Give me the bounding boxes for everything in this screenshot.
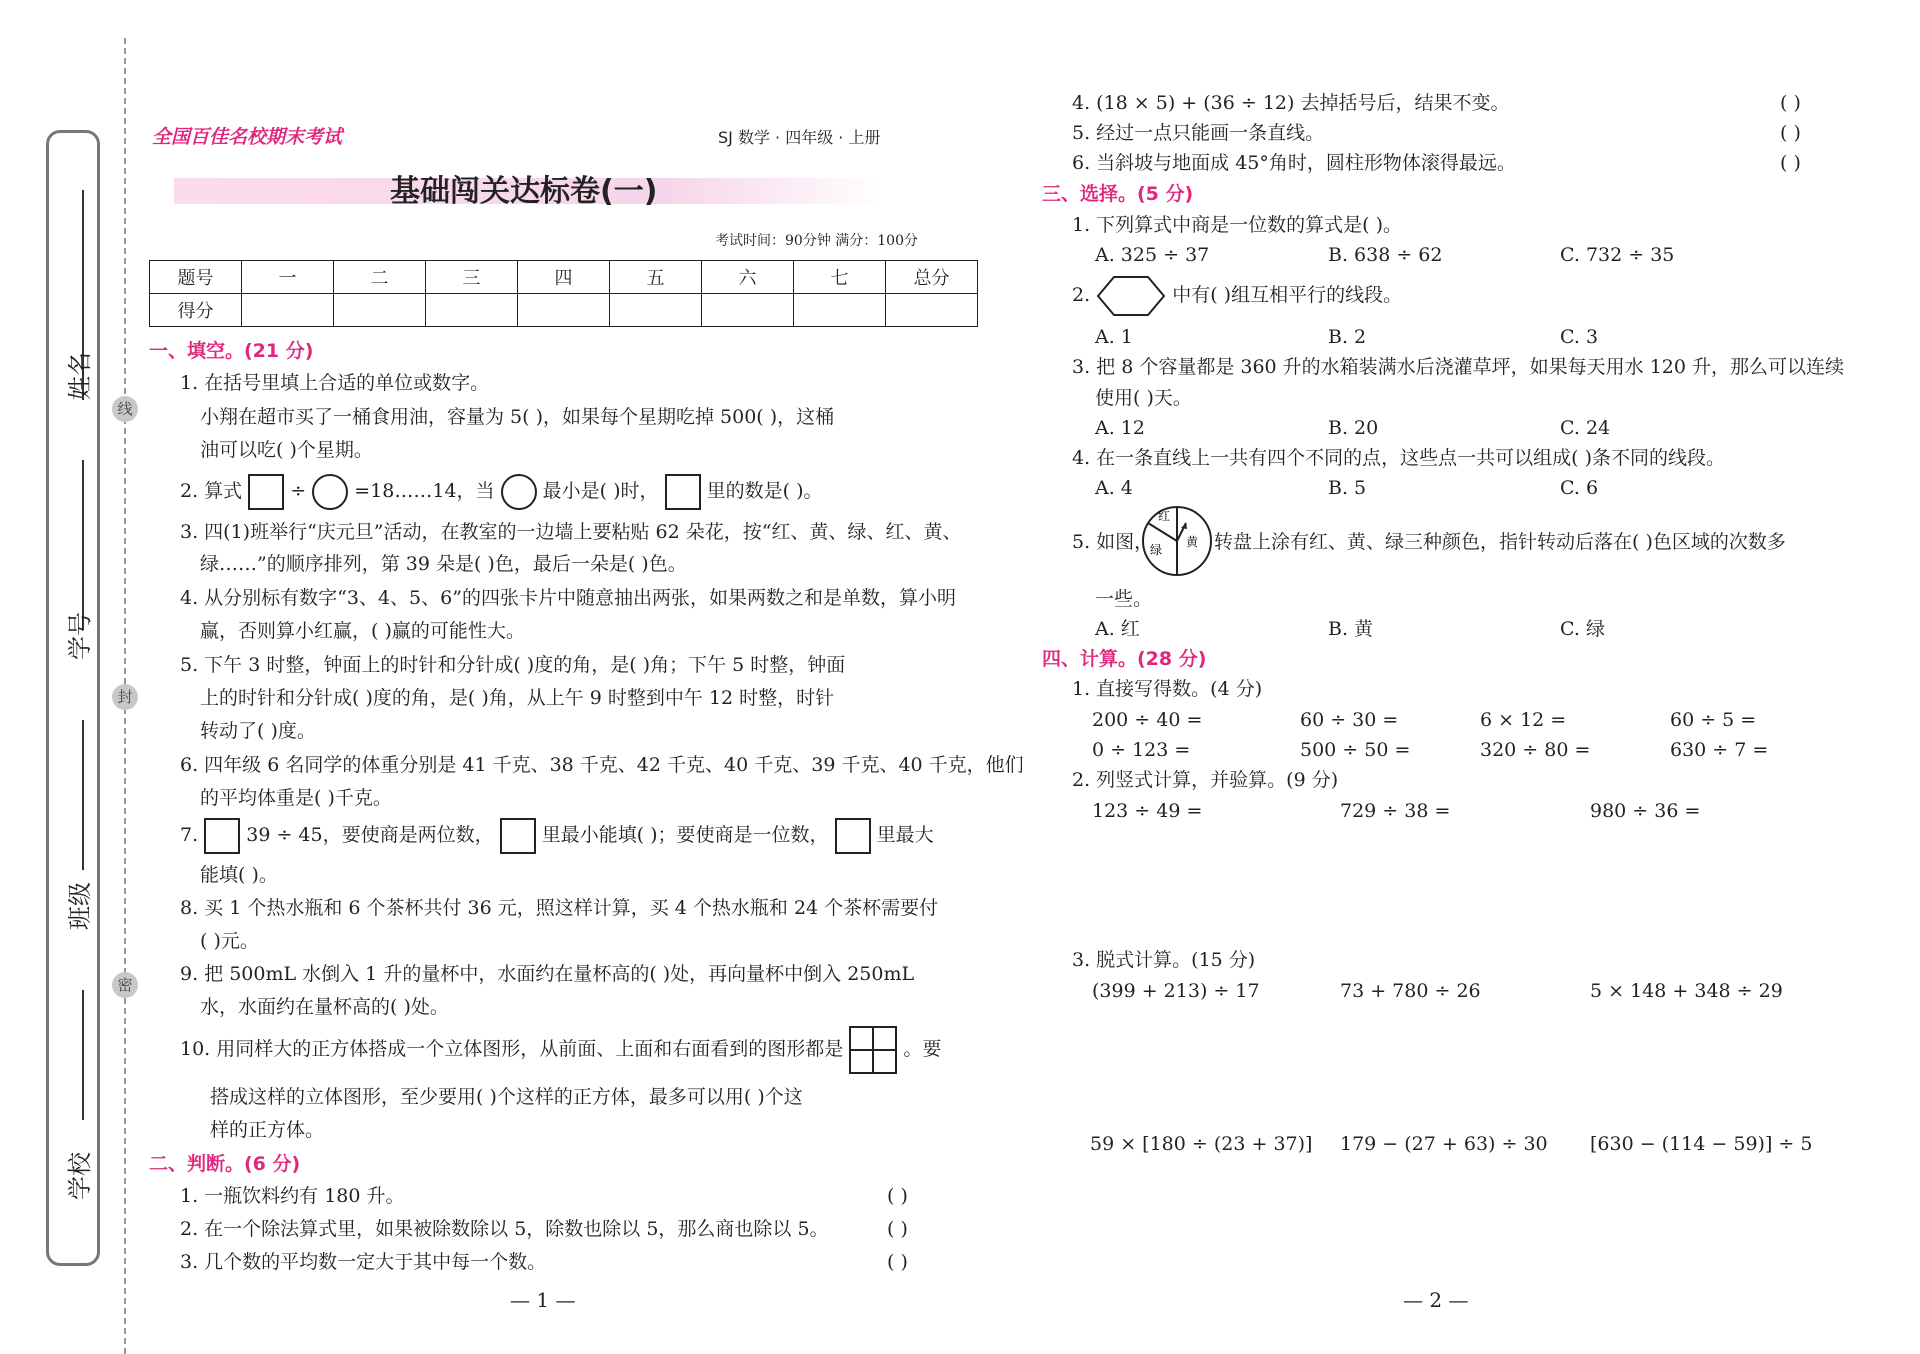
q2-line bbox=[180, 474, 823, 510]
section1-heading: 一、填空。(21 分) bbox=[149, 340, 314, 362]
q10-line1 bbox=[180, 1026, 941, 1074]
choice-option[interactable]: B. 2 bbox=[1328, 326, 1367, 348]
answer-box[interactable] bbox=[500, 818, 536, 854]
score-head-cell: 总分 bbox=[886, 261, 978, 294]
score-table-row bbox=[150, 294, 978, 327]
judge-item: 3. 几个数的平均数一定大于其中每一个数。 bbox=[180, 1251, 547, 1273]
choice-q5-text-b: 转盘上涂有红、黄、绿三种颜色，指针转动后落在( )色区域的次数多 bbox=[1214, 531, 1786, 553]
choice-q2 bbox=[1072, 274, 1402, 318]
calc-item: 500 ÷ 50 = bbox=[1300, 739, 1411, 761]
q7-text-c: 里最小能填( )；要使商是一位数， bbox=[541, 824, 829, 846]
q6-line2: 的平均体重是( )千克。 bbox=[200, 787, 392, 809]
choice-q5-text-a: 5. 如图， bbox=[1072, 531, 1154, 553]
q7-text-d: 里最大 bbox=[876, 824, 934, 846]
answer-box[interactable] bbox=[248, 474, 284, 510]
calc-item: (399 + 213) ÷ 17 bbox=[1092, 980, 1260, 1002]
calc-item: 729 ÷ 38 = bbox=[1340, 800, 1451, 822]
id-line bbox=[82, 460, 84, 630]
calc-q3: 3. 脱式计算。(15 分) bbox=[1072, 949, 1256, 971]
spinner-figure bbox=[1140, 504, 1214, 578]
choice-q2-text-a: 2. bbox=[1072, 284, 1091, 306]
spinner-yellow-label: 黄 bbox=[1186, 535, 1199, 549]
choice-option[interactable]: A. 红 bbox=[1095, 618, 1140, 640]
judge-paren[interactable]: ( ) bbox=[1780, 92, 1801, 114]
choice-option[interactable]: C. 绿 bbox=[1560, 618, 1605, 640]
answer-circle[interactable] bbox=[501, 474, 537, 510]
q10-line3: 样的正方体。 bbox=[210, 1119, 325, 1141]
q4-line2: 赢，否则算小红赢，( )赢的可能性大。 bbox=[200, 620, 525, 642]
seal-xian: 线 bbox=[112, 396, 138, 422]
score-head-cell: 七 bbox=[794, 261, 886, 294]
section2-heading: 二、判断。(6 分) bbox=[149, 1153, 301, 1175]
score-input-cell[interactable] bbox=[794, 294, 886, 327]
score-input-cell[interactable] bbox=[242, 294, 334, 327]
page-number-2: — 2 — bbox=[1403, 1288, 1469, 1312]
q1-line2: 油可以吃( )个星期。 bbox=[200, 439, 373, 461]
q9-line1: 9. 把 500mL 水倒入 1 升的量杯中，水面约在量杯高的( )处，再向量杯中倒入 250mL bbox=[180, 963, 915, 985]
score-head-cell: 六 bbox=[702, 261, 794, 294]
class-label: 班级 bbox=[66, 882, 94, 930]
q5-line2: 上的时针和分针成( )度的角，是( )角，从上午 9 时整到中午 12 时整，时针 bbox=[200, 687, 835, 709]
q1-intro: 1. 在括号里填上合适的单位或数字。 bbox=[180, 372, 490, 394]
q7-line1 bbox=[180, 818, 934, 854]
calc-item: 980 ÷ 36 = bbox=[1590, 800, 1701, 822]
choice-option[interactable]: A. 325 ÷ 37 bbox=[1095, 244, 1210, 266]
q7-text-b: 39 ÷ 45，要使商是两位数， bbox=[246, 824, 494, 846]
series-label: 全国百佳名校期末考试 bbox=[152, 126, 343, 148]
choice-option[interactable]: B. 黄 bbox=[1328, 618, 1374, 640]
calc-item: 5 × 148 + 348 ÷ 29 bbox=[1590, 980, 1783, 1002]
calc-item: 6 × 12 = bbox=[1480, 709, 1567, 731]
seal-mi: 密 bbox=[112, 972, 138, 998]
score-head-cell: 题号 bbox=[150, 261, 242, 294]
q9-line2: 水，水面约在量杯高的( )处。 bbox=[200, 996, 449, 1018]
calc-item: 60 ÷ 30 = bbox=[1300, 709, 1399, 731]
choice-option[interactable]: B. 638 ÷ 62 bbox=[1328, 244, 1443, 266]
choice-q5-text-c: 一些。 bbox=[1095, 588, 1153, 610]
square-view-figure bbox=[849, 1026, 897, 1074]
q8-line2: ( )元。 bbox=[200, 930, 259, 952]
spinner-green-label: 绿 bbox=[1150, 543, 1163, 557]
calc-item: 73 + 780 ÷ 26 bbox=[1340, 980, 1481, 1002]
choice-q4: 4. 在一条直线上一共有四个不同的点，这些点一共可以组成( )条不同的线段。 bbox=[1072, 447, 1726, 469]
page-number-1: — 1 — bbox=[510, 1288, 576, 1312]
answer-circle[interactable] bbox=[312, 474, 348, 510]
school-line bbox=[82, 990, 84, 1120]
calc-item: 200 ÷ 40 = bbox=[1092, 709, 1203, 731]
judge-paren[interactable]: ( ) bbox=[1780, 152, 1801, 174]
calc-item: 630 ÷ 7 = bbox=[1670, 739, 1769, 761]
score-head-cell: 一 bbox=[242, 261, 334, 294]
judge-paren[interactable]: ( ) bbox=[887, 1185, 908, 1207]
seal-feng: 封 bbox=[112, 684, 138, 710]
q2-text-d: 里的数是( )。 bbox=[706, 480, 823, 502]
choice-option[interactable]: C. 6 bbox=[1560, 477, 1599, 499]
q2-text-c: 最小是( )时， bbox=[542, 480, 659, 502]
score-input-cell[interactable] bbox=[702, 294, 794, 327]
q2-text-b: =18……14，当 bbox=[354, 480, 495, 502]
score-head-cell: 五 bbox=[610, 261, 702, 294]
score-head-cell: 四 bbox=[518, 261, 610, 294]
calc-q2: 2. 列竖式计算，并验算。(9 分) bbox=[1072, 769, 1339, 791]
choice-q2-text-b: 中有( )组互相平行的线段。 bbox=[1172, 284, 1403, 306]
score-input-cell[interactable] bbox=[426, 294, 518, 327]
calc-item: 60 ÷ 5 = bbox=[1670, 709, 1757, 731]
judge-item: 2. 在一个除法算式里，如果被除数除以 5，除数也除以 5，那么商也除以 5。 bbox=[180, 1218, 829, 1240]
class-line bbox=[82, 720, 84, 870]
q3-line2: 绿……”的顺序排列，第 39 朵是( )色，最后一朵是( )色。 bbox=[200, 553, 687, 575]
score-row-label: 得分 bbox=[150, 294, 242, 327]
hexagon-figure bbox=[1096, 274, 1166, 318]
page-title: 基础闯关达标卷(一) bbox=[390, 174, 658, 209]
choice-option[interactable]: C. 24 bbox=[1560, 417, 1611, 439]
judge-paren[interactable]: ( ) bbox=[887, 1251, 908, 1273]
q7-line2: 能填( )。 bbox=[200, 864, 278, 886]
score-table bbox=[149, 260, 978, 327]
choice-option[interactable]: A. 12 bbox=[1095, 417, 1145, 439]
section4-heading: 四、计算。(28 分) bbox=[1042, 648, 1207, 670]
name-label: 姓名 bbox=[66, 352, 94, 400]
calc-item: 179 − (27 + 63) ÷ 30 bbox=[1340, 1133, 1548, 1155]
calc-item: 59 × [180 ÷ (23 + 37)] bbox=[1090, 1133, 1313, 1155]
q2-text-a: 2. 算式 bbox=[180, 480, 243, 502]
score-input-cell[interactable] bbox=[886, 294, 978, 327]
choice-option[interactable]: C. 732 ÷ 35 bbox=[1560, 244, 1675, 266]
q5-line1: 5. 下午 3 时整，钟面上的时针和分针成( )度的角，是( )角；下午 5 时整，钟面 bbox=[180, 654, 846, 676]
choice-option[interactable]: B. 5 bbox=[1328, 477, 1367, 499]
answer-box[interactable] bbox=[204, 818, 240, 854]
score-head-cell: 二 bbox=[334, 261, 426, 294]
score-input-cell[interactable] bbox=[610, 294, 702, 327]
calc-item: 123 ÷ 49 = bbox=[1092, 800, 1203, 822]
q10-text-a: 10. 用同样大的正方体搭成一个立体图形，从前面、上面和右面看到的图形都是 bbox=[180, 1038, 844, 1060]
choice-option[interactable]: B. 20 bbox=[1328, 417, 1379, 439]
calc-item: 320 ÷ 80 = bbox=[1480, 739, 1591, 761]
answer-box[interactable] bbox=[665, 474, 701, 510]
judge-paren[interactable]: ( ) bbox=[887, 1218, 908, 1240]
calc-q1: 1. 直接写得数。(4 分) bbox=[1072, 678, 1263, 700]
calc-item: [630 − (114 − 59)] ÷ 5 bbox=[1590, 1133, 1813, 1155]
choice-q3-line2: 使用( )天。 bbox=[1095, 387, 1192, 409]
judge-item: 1. 一瓶饮料约有 180 升。 bbox=[180, 1185, 405, 1207]
score-input-cell[interactable] bbox=[518, 294, 610, 327]
choice-option[interactable]: A. 1 bbox=[1095, 326, 1133, 348]
judge-paren[interactable]: ( ) bbox=[1780, 122, 1801, 144]
binding-strip-frame bbox=[46, 130, 100, 1266]
score-input-cell[interactable] bbox=[334, 294, 426, 327]
q5-line3: 转动了( )度。 bbox=[200, 720, 316, 742]
calc-item: 0 ÷ 123 = bbox=[1092, 739, 1191, 761]
q8-line1: 8. 买 1 个热水瓶和 6 个茶杯共付 36 元，照这样计算，买 4 个热水瓶和 24 个茶杯需要付 bbox=[180, 897, 939, 919]
score-head-cell: 三 bbox=[426, 261, 518, 294]
exam-info: 考试时间：90分钟 满分：100分 bbox=[715, 233, 918, 249]
school-label: 学校 bbox=[66, 1152, 94, 1200]
choice-option[interactable]: A. 4 bbox=[1095, 477, 1133, 499]
spinner-red-label: 红 bbox=[1158, 509, 1171, 523]
section3-heading: 三、选择。(5 分) bbox=[1042, 183, 1194, 205]
book-label: SJ 数学 · 四年级 · 上册 bbox=[718, 128, 881, 147]
choice-q3-line1: 3. 把 8 个容量都是 360 升的水箱装满水后浇灌草坪，如果每天用水 120 升，那么可以连续 bbox=[1072, 356, 1845, 378]
q10-line2: 搭成这样的立体图形，至少要用( )个这样的正方体，最多可以用( )个这 bbox=[210, 1086, 803, 1108]
q1-line1: 小翔在超市买了一桶食用油，容量为 5( )，如果每个星期吃掉 500( )，这桶 bbox=[200, 406, 835, 428]
judge-item: 6. 当斜坡与地面成 45°角时，圆柱形物体滚得最远。 bbox=[1072, 152, 1516, 174]
q10-text-b: 。要 bbox=[903, 1038, 942, 1060]
judge-item: 4. (18 × 5) + (36 ÷ 12) 去掉括号后，结果不变。 bbox=[1072, 92, 1510, 114]
score-table-header bbox=[150, 261, 978, 294]
id-label: 学号 bbox=[66, 612, 94, 660]
q3-line1: 3. 四(1)班举行“庆元旦”活动，在教室的一边墙上要粘贴 62 朵花，按“红、黄、绿、红、黄、 bbox=[180, 521, 962, 543]
judge-item: 5. 经过一点只能画一条直线。 bbox=[1072, 122, 1325, 144]
q4-line1: 4. 从分别标有数字“3、4、5、6”的四张卡片中随意抽出两张，如果两数之和是单数，算小明 bbox=[180, 587, 956, 609]
q7-text-a: 7. bbox=[180, 824, 199, 846]
divide-sign: ÷ bbox=[290, 480, 307, 502]
answer-box[interactable] bbox=[835, 818, 871, 854]
choice-q1: 1. 下列算式中商是一位数的算式是( )。 bbox=[1072, 214, 1403, 236]
choice-option[interactable]: C. 3 bbox=[1560, 326, 1599, 348]
q6-line1: 6. 四年级 6 名同学的体重分别是 41 千克、38 千克、42 千克、40 千克、39 千克、40 千克，他们 bbox=[180, 754, 1024, 776]
